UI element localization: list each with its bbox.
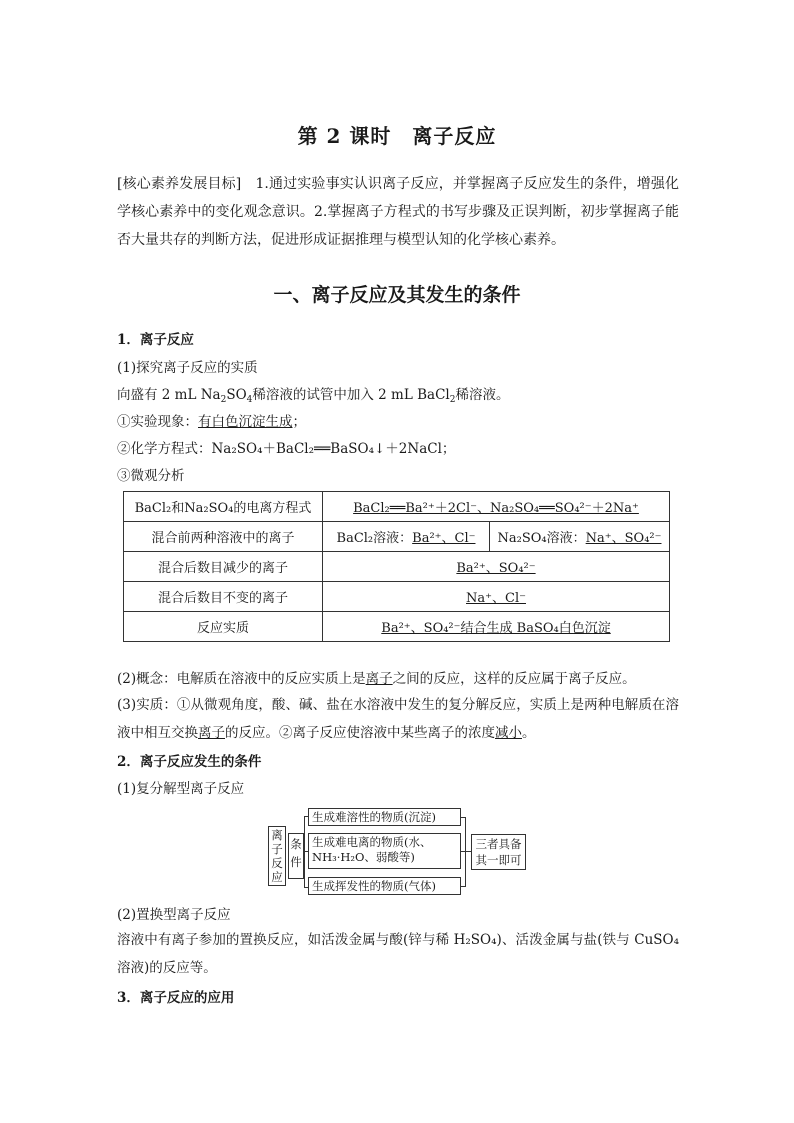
diagram-left-label: 离子反应	[268, 826, 286, 886]
concept-paragraph: (2)概念：电解质在溶液中的反应实质上是离子之间的反应，这样的反应属于离子反应。	[117, 671, 636, 687]
table-cell: 反应实质	[124, 612, 323, 642]
chemical-equation: ②化学方程式：Na₂SO₄＋BaCl₂══BaSO₄↓＋2NaCl；	[117, 441, 456, 457]
subsection-heading-2: 2．离子反应发生的条件	[117, 754, 262, 770]
table-cell: 混合后数目不变的离子	[124, 582, 323, 612]
table-row	[124, 612, 670, 642]
displacement-paragraph: 溶液中有离子参加的置换反应，如活泼金属与酸(锌与稀 H₂SO₄)、活泼金属与盐(铁与 CuSO₄溶液)的反应等。	[117, 932, 679, 976]
phenomenon-line: ①实验现象：有白色沉淀生成；	[117, 414, 306, 430]
phenomenon-answer: 有白色沉淀生成	[198, 414, 293, 430]
diagram-item-gas: 生成挥发性的物质(气体)	[308, 877, 461, 895]
table-cell: BaCl₂══Ba²⁺＋2Cl⁻、Na₂SO₄══SO₄²⁻＋2Na⁺	[323, 492, 670, 522]
subsection-heading-1: 1．离子反应	[117, 332, 194, 348]
subheading-metathesis: (1)复分解型离子反应	[117, 781, 245, 797]
table-cell: 混合前两种溶液中的离子	[124, 522, 323, 552]
table-cell: BaCl₂溶液：Ba²⁺、Cl⁻	[323, 522, 490, 552]
table-cell: BaCl₂和Na₂SO₄的电离方程式	[124, 492, 323, 522]
section-heading: 一、离子反应及其发生的条件	[273, 284, 521, 306]
table-cell: Ba²⁺、SO₄²⁻	[323, 552, 670, 582]
diagram-result: 三者具备 其一即可	[471, 834, 526, 870]
diagram-item-weak-electrolyte: 生成难电离的物质(水、 NH₃·H₂O、弱酸等)	[308, 833, 461, 869]
learning-objectives: [核心素养发展目标] 1.通过实验事实认识离子反应，并掌握离子反应发生的条件，增强化学核心素养中的变化观念意识。2.掌握离子方程式的书写步骤及正误判断，初步掌握离子能否大量共存的判断方法，促进形成证据推理与模型认知的化学核心素养。	[117, 176, 679, 248]
subheading-explore: (1)探究离子反应的实质	[117, 360, 258, 376]
subsection-heading-3: 3．离子反应的应用	[117, 990, 235, 1006]
table-cell: Ba²⁺、SO₄²⁻结合生成 BaSO₄白色沉淀	[323, 612, 670, 642]
micro-analysis-label: ③微观分析	[117, 468, 185, 484]
essence-paragraph: (3)实质：①从微观角度，酸、碱、盐在水溶液中发生的复分解反应，实质上是两种电解质在溶液中相互交换离子的反应。②离子反应使溶液中某些离子的浓度减小。	[117, 697, 679, 741]
table-row	[124, 522, 670, 552]
subheading-displacement: (2)置换型离子反应	[117, 907, 231, 923]
table-cell: 混合后数目减少的离子	[124, 552, 323, 582]
table-cell: Na₂SO₄溶液：Na⁺、SO₄²⁻	[490, 522, 670, 552]
page-title: 第 2 课时 离子反应	[297, 124, 497, 148]
diagram-condition-label: 条件	[288, 833, 304, 879]
table-row	[124, 492, 670, 522]
diagram-item-precipitate: 生成难溶性的物质(沉淀)	[308, 808, 461, 826]
table-row	[124, 552, 670, 582]
table-cell: Na⁺、Cl⁻	[323, 582, 670, 612]
conditions-diagram	[268, 806, 526, 896]
micro-analysis-table	[123, 491, 670, 642]
table-row	[124, 582, 670, 612]
experiment-text: 向盛有 2 mL $Na_2SO_4$稀溶液的试管中加入 2 mL BaCl$_2$稀溶液。	[117, 387, 510, 405]
